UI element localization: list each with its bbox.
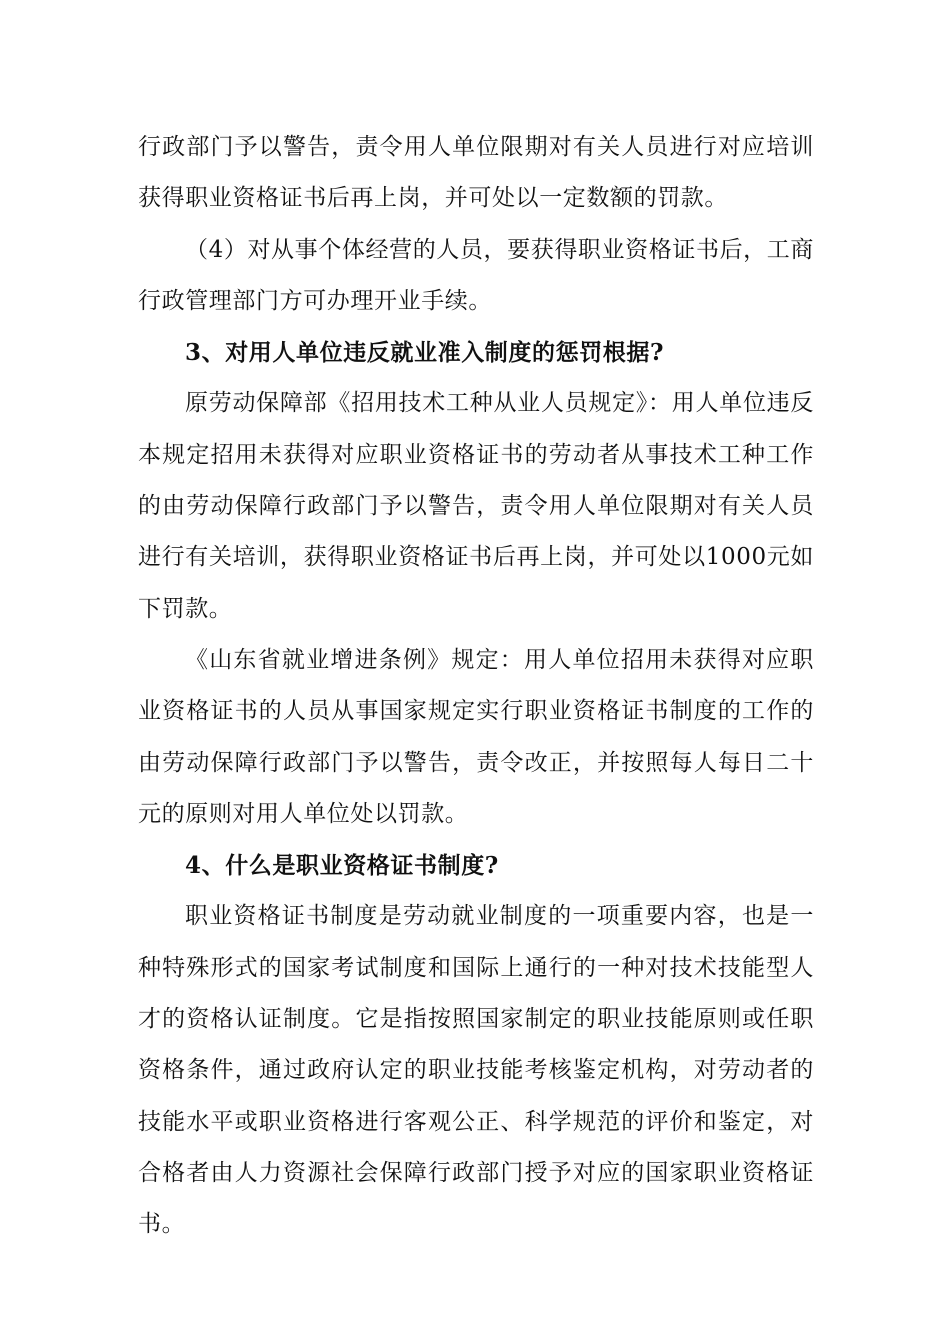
paragraph-individual-business: （4）对从事个体经营的人员，要获得职业资格证书后，工商行政管理部门方可办理开业手续。 (138, 236, 814, 314)
paragraph-certificate-system: 职业资格证书制度是劳动就业制度的一项重要内容，也是一种特殊形式的国家考试制度和国际上通行的一种对技术技能型人才的资格认证制度。它是指按照国家制定的职业技能原则或任职资格条件，通过政府认定的职业技能考核鉴定机构，对劳动者的技能水平或职业资格进行客观公正、科学规范的评价和鉴定，对合格者由人力资源社会保障行政部门授予对应的国家职业资格证书。 (138, 903, 814, 1238)
section-heading-4: 4、什么是职业资格证书制度? (185, 852, 499, 880)
paragraph-ministry-regulation: 原劳动保障部《招用技术工种从业人员规定》：用人单位违反本规定招用未获得对应职业资格证书的劳动者从事技术工种工作的由劳动保障行政部门予以警告，责令用人单位限期对有关人员进行有关培训，获得职业资格证书后再上岗，并可处以1000元如下罚款。 (138, 390, 814, 622)
paragraph-penalty-continuation: 行政部门予以警告，责令用人单位限期对有关人员进行对应培训获得职业资格证书后再上岗，并可处以一定数额的罚款。 (138, 134, 814, 212)
section-heading-3: 3、对用人单位违反就业准入制度的惩罚根据? (185, 339, 665, 367)
document-page (138, 122, 814, 1251)
paragraph-shandong-regulation: 《山东省就业增进条例》规定：用人单位招用未获得对应职业资格证书的人员从事国家规定实行职业资格证书制度的工作的由劳动保障行政部门予以警告，责令改正，并按照每人每日二十元的原则对用人单位处以罚款。 (138, 646, 814, 827)
